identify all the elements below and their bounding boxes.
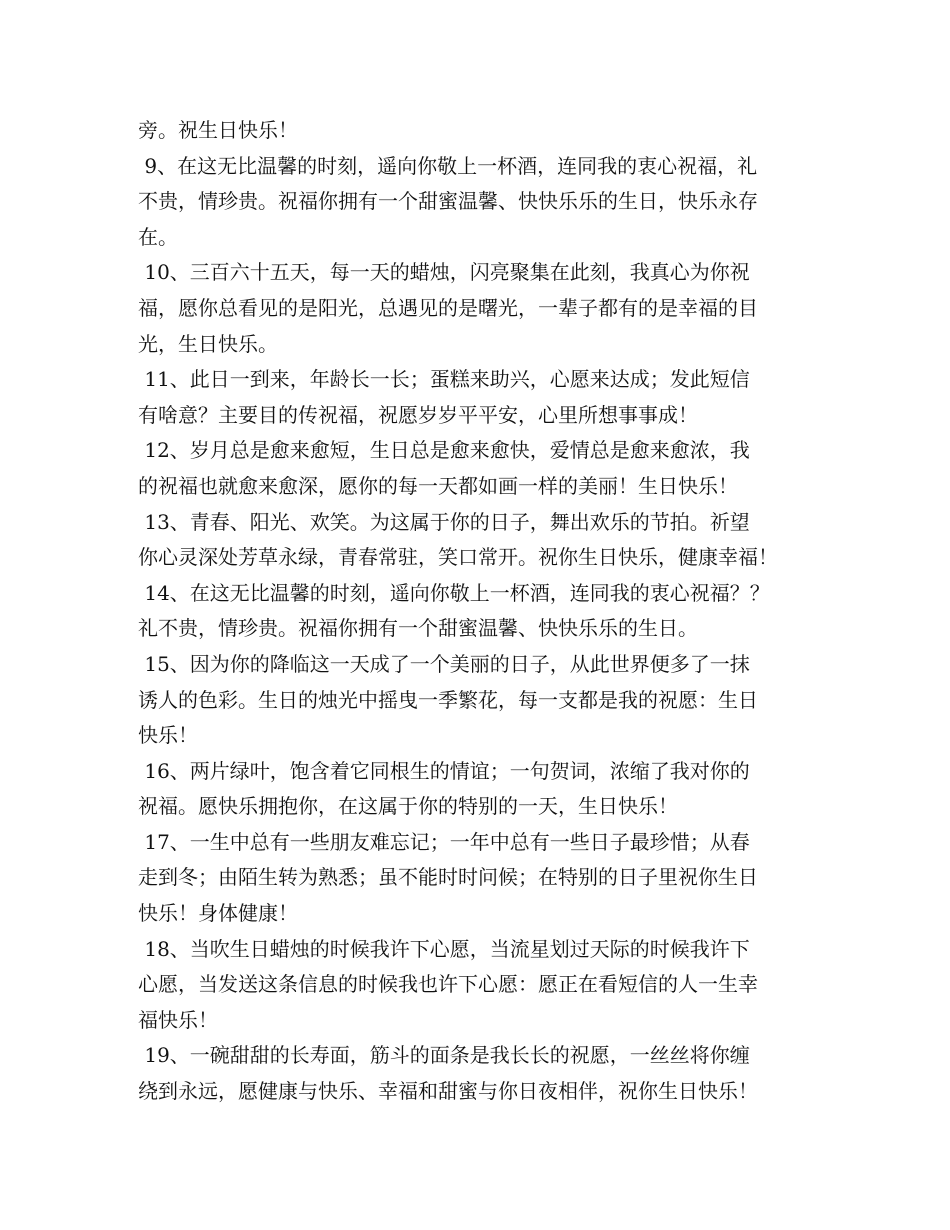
text-line: 13、青春、阳光、欢笑。为这属于你的日子，舞出欢乐的节拍。祈望 <box>138 509 750 534</box>
text-line: 光，生日快乐。 <box>138 331 278 356</box>
text-line: 福，愿你总看见的是阳光，总遇见的是曙光，一辈子都有的是幸福的目 <box>138 295 758 320</box>
text-line: 礼不贵，情珍贵。祝福你拥有一个甜蜜温馨、快快乐乐的生日。 <box>138 616 698 641</box>
text-line: 9、在这无比温馨的时刻，遥向你敬上一杯酒，连同我的衷心祝福，礼 <box>138 153 758 178</box>
text-line: 绕到永远，愿健康与快乐、幸福和甜蜜与你日夜相伴，祝你生日快乐！ <box>138 1079 758 1104</box>
text-line: 17、一生中总有一些朋友难忘记；一年中总有一些日子最珍惜；从春 <box>138 829 750 854</box>
text-line: 18、当吹生日蜡烛的时候我许下心愿，当流星划过天际的时候我许下 <box>138 936 750 961</box>
text-line: 旁。祝生日快乐！ <box>138 118 298 142</box>
text-line: 12、岁月总是愈来愈短，生日总是愈来愈快，爱情总是愈来愈浓，我 <box>138 438 750 463</box>
text-line: 祝福。愿快乐拥抱你，在这属于你的特别的一天，生日快乐！ <box>138 794 678 819</box>
text-line: 有啥意？主要目的传祝福，祝愿岁岁平平安，心里所想事事成！ <box>138 402 698 427</box>
text-line: 的祝福也就愈来愈深，愿你的每一天都如画一样的美丽！生日快乐！ <box>138 473 738 498</box>
text-line: 走到冬；由陌生转为熟悉；虽不能时时问候；在特别的日子里祝你生日 <box>138 865 758 890</box>
text-line: 11、此日一到来，年龄长一长；蛋糕来助兴，心愿来达成；发此短信 <box>138 367 750 392</box>
text-line: 快乐！身体健康！ <box>138 901 298 926</box>
text-line: 19、一碗甜甜的长寿面，筋斗的面条是我长长的祝愿，一丝丝将你缠 <box>138 1043 750 1068</box>
text-line: 15、因为你的降临这一天成了一个美丽的日子，从此世界便多了一抹 <box>138 651 750 676</box>
text-line: 心愿，当发送这条信息的时候我也许下心愿：愿正在看短信的人一生幸 <box>138 972 758 997</box>
text-line: 16、两片绿叶，饱含着它同根生的情谊；一句贺词，浓缩了我对你的 <box>138 758 750 783</box>
document-body <box>138 113 828 1110</box>
text-line: 福快乐！ <box>138 1007 218 1032</box>
text-line: 诱人的色彩。生日的烛光中摇曳一季繁花，每一支都是我的祝愿：生日 <box>138 687 758 712</box>
text-line: 你心灵深处芳草永绿，青春常驻，笑口常开。祝你生日快乐，健康幸福！ <box>138 545 778 570</box>
text-line: 在。 <box>138 224 178 249</box>
text-line: 10、三百六十五天，每一天的蜡烛，闪亮聚集在此刻，我真心为你祝 <box>138 260 750 285</box>
text-line: 14、在这无比温馨的时刻，遥向你敬上一杯酒，连同我的衷心祝福？？ <box>138 580 770 605</box>
text-line: 不贵，情珍贵。祝福你拥有一个甜蜜温馨、快快乐乐的生日，快乐永存 <box>138 189 758 214</box>
text-line: 快乐！ <box>138 723 198 748</box>
